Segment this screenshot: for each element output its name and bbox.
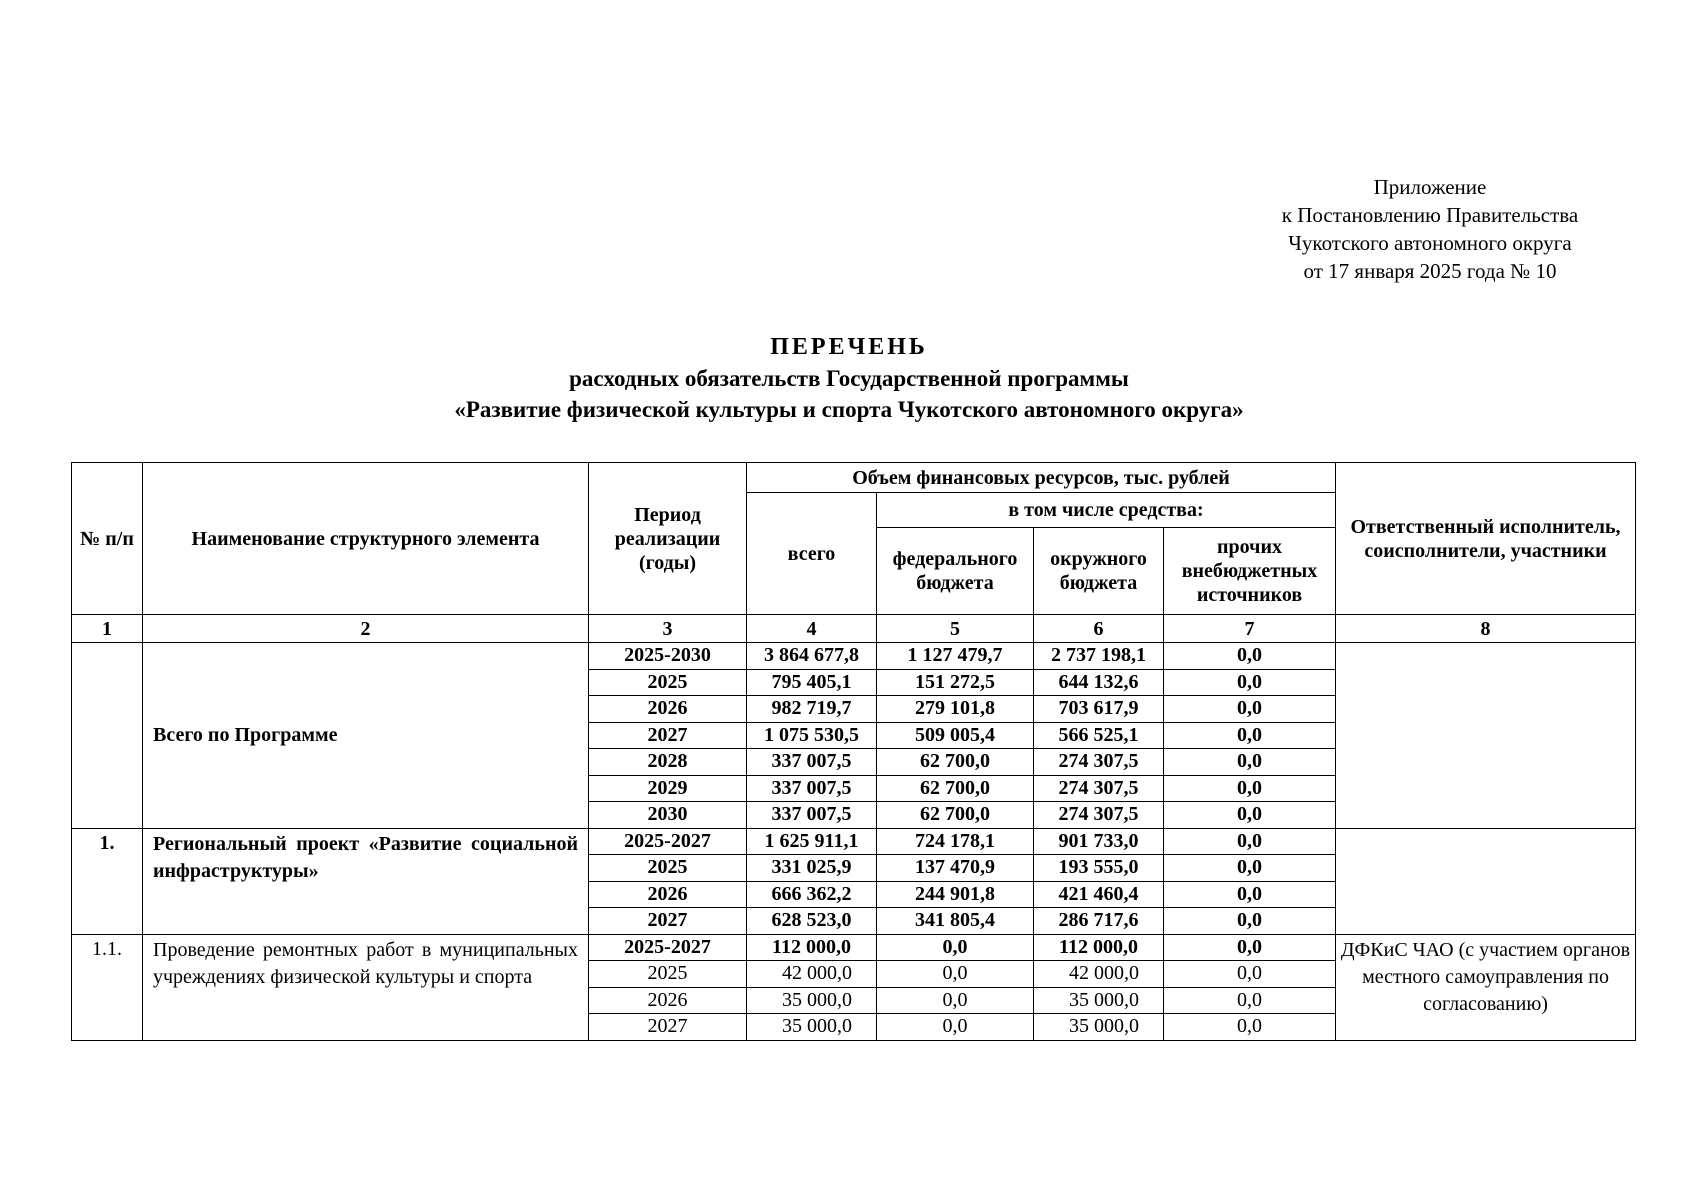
section-name: Региональный проект «Развитие социальной инфраструктуры» [143,828,589,934]
cell-district: 274 307,5 [1034,802,1164,829]
cell-total: 337 007,5 [747,775,877,802]
table-row [72,828,1636,855]
cell-district: 193 555,0 [1034,855,1164,882]
cell-period: 2025 [589,669,747,696]
cell-federal: 0,0 [877,961,1034,988]
cell-period: 2029 [589,775,747,802]
cell-other: 0,0 [1164,934,1336,961]
cell-total: 35 000,0 [747,987,877,1014]
header-volume: Объем финансовых ресурсов, тыс. рублей [747,463,1336,493]
section-responsible: ДФКиС ЧАО (с участием органов местного самоуправления по согласованию) [1336,934,1636,1040]
header-total: всего [747,493,877,615]
cell-period: 2027 [589,722,747,749]
cell-district: 286 717,6 [1034,908,1164,935]
section-name: Всего по Программе [143,643,589,829]
header-responsible: Ответственный исполнитель, соисполнители, участники [1336,463,1636,615]
cell-other: 0,0 [1164,987,1336,1014]
cell-period: 2025 [589,961,747,988]
cell-other: 0,0 [1164,828,1336,855]
title-main: ПЕРЕЧЕНЬ [770,334,928,360]
cell-total: 628 523,0 [747,908,877,935]
document-title [0,332,1698,425]
cell-federal: 1 127 479,7 [877,643,1034,670]
table-body [72,643,1636,1041]
col-number: 8 [1336,615,1636,643]
cell-federal: 0,0 [877,934,1034,961]
cell-district: 274 307,5 [1034,749,1164,776]
cell-federal: 341 805,4 [877,908,1034,935]
cell-federal: 62 700,0 [877,775,1034,802]
cell-other: 0,0 [1164,855,1336,882]
cell-total: 35 000,0 [747,1014,877,1041]
cell-federal: 0,0 [877,987,1034,1014]
section-index [72,643,143,829]
cell-total: 1 075 530,5 [747,722,877,749]
cell-district: 112 000,0 [1034,934,1164,961]
cell-period: 2028 [589,749,747,776]
cell-other: 0,0 [1164,749,1336,776]
cell-other: 0,0 [1164,643,1336,670]
cell-district: 42 000,0 [1034,961,1164,988]
appendix-line-1: Приложение [1373,175,1487,199]
cell-total: 331 025,9 [747,855,877,882]
cell-district: 274 307,5 [1034,775,1164,802]
cell-district: 2 737 198,1 [1034,643,1164,670]
cell-total: 982 719,7 [747,696,877,723]
cell-period: 2030 [589,802,747,829]
cell-period: 2025-2027 [589,934,747,961]
cell-total: 112 000,0 [747,934,877,961]
cell-federal: 62 700,0 [877,749,1034,776]
header-district: окружного бюджета [1034,528,1164,615]
cell-other: 0,0 [1164,775,1336,802]
cell-district: 644 132,6 [1034,669,1164,696]
cell-total: 666 362,2 [747,881,877,908]
appendix-note [1240,173,1620,285]
col-number: 3 [589,615,747,643]
cell-federal: 0,0 [877,1014,1034,1041]
cell-district: 566 525,1 [1034,722,1164,749]
cell-period: 2027 [589,1014,747,1041]
appendix-line-4: от 17 января 2025 года № 10 [1303,259,1557,283]
cell-federal: 137 470,9 [877,855,1034,882]
section-responsible [1336,828,1636,934]
cell-other: 0,0 [1164,669,1336,696]
cell-period: 2026 [589,987,747,1014]
cell-period: 2026 [589,696,747,723]
col-number: 4 [747,615,877,643]
header-federal: федерального бюджета [877,528,1034,615]
title-line-2: расходных обязательств Государственной программы [569,366,1129,391]
cell-other: 0,0 [1164,961,1336,988]
table-row [72,643,1636,670]
col-number: 5 [877,615,1034,643]
cell-other: 0,0 [1164,1014,1336,1041]
cell-other: 0,0 [1164,802,1336,829]
col-number: 7 [1164,615,1336,643]
cell-total: 795 405,1 [747,669,877,696]
cell-other: 0,0 [1164,881,1336,908]
cell-federal: 62 700,0 [877,802,1034,829]
header-other: прочих внебюджетных источников [1164,528,1336,615]
cell-federal: 509 005,4 [877,722,1034,749]
section-index: 1.1. [72,934,143,1040]
appendix-line-3: Чукотского автономного округа [1288,231,1572,255]
cell-period: 2025 [589,855,747,882]
cell-total: 337 007,5 [747,749,877,776]
section-responsible [1336,643,1636,829]
header-period: Период реализации (годы) [589,463,747,615]
col-number: 2 [143,615,589,643]
cell-federal: 151 272,5 [877,669,1034,696]
cell-total: 1 625 911,1 [747,828,877,855]
cell-period: 2025-2030 [589,643,747,670]
col-number: 6 [1034,615,1164,643]
cell-other: 0,0 [1164,696,1336,723]
column-number-row [72,615,1636,643]
cell-district: 901 733,0 [1034,828,1164,855]
header-num: № п/п [72,463,143,615]
header-including: в том числе средства: [877,493,1336,528]
cell-district: 421 460,4 [1034,881,1164,908]
cell-district: 35 000,0 [1034,987,1164,1014]
cell-district: 703 617,9 [1034,696,1164,723]
cell-period: 2027 [589,908,747,935]
cell-other: 0,0 [1164,908,1336,935]
cell-other: 0,0 [1164,722,1336,749]
expenditure-table [71,462,1636,1041]
table-row [72,934,1636,961]
header-name: Наименование структурного элемента [143,463,589,615]
cell-federal: 244 901,8 [877,881,1034,908]
cell-total: 3 864 677,8 [747,643,877,670]
col-number: 1 [72,615,143,643]
cell-district: 35 000,0 [1034,1014,1164,1041]
cell-total: 42 000,0 [747,961,877,988]
appendix-line-2: к Постановлению Правительства [1281,203,1579,227]
cell-federal: 724 178,1 [877,828,1034,855]
cell-total: 337 007,5 [747,802,877,829]
title-line-3: «Развитие физической культуры и спорта Чукотского автономного округа» [454,397,1244,422]
section-name: Проведение ремонтных работ в муниципальных учреждениях физической культуры и спорта [143,934,589,1040]
cell-federal: 279 101,8 [877,696,1034,723]
cell-period: 2025-2027 [589,828,747,855]
cell-period: 2026 [589,881,747,908]
section-index: 1. [72,828,143,934]
